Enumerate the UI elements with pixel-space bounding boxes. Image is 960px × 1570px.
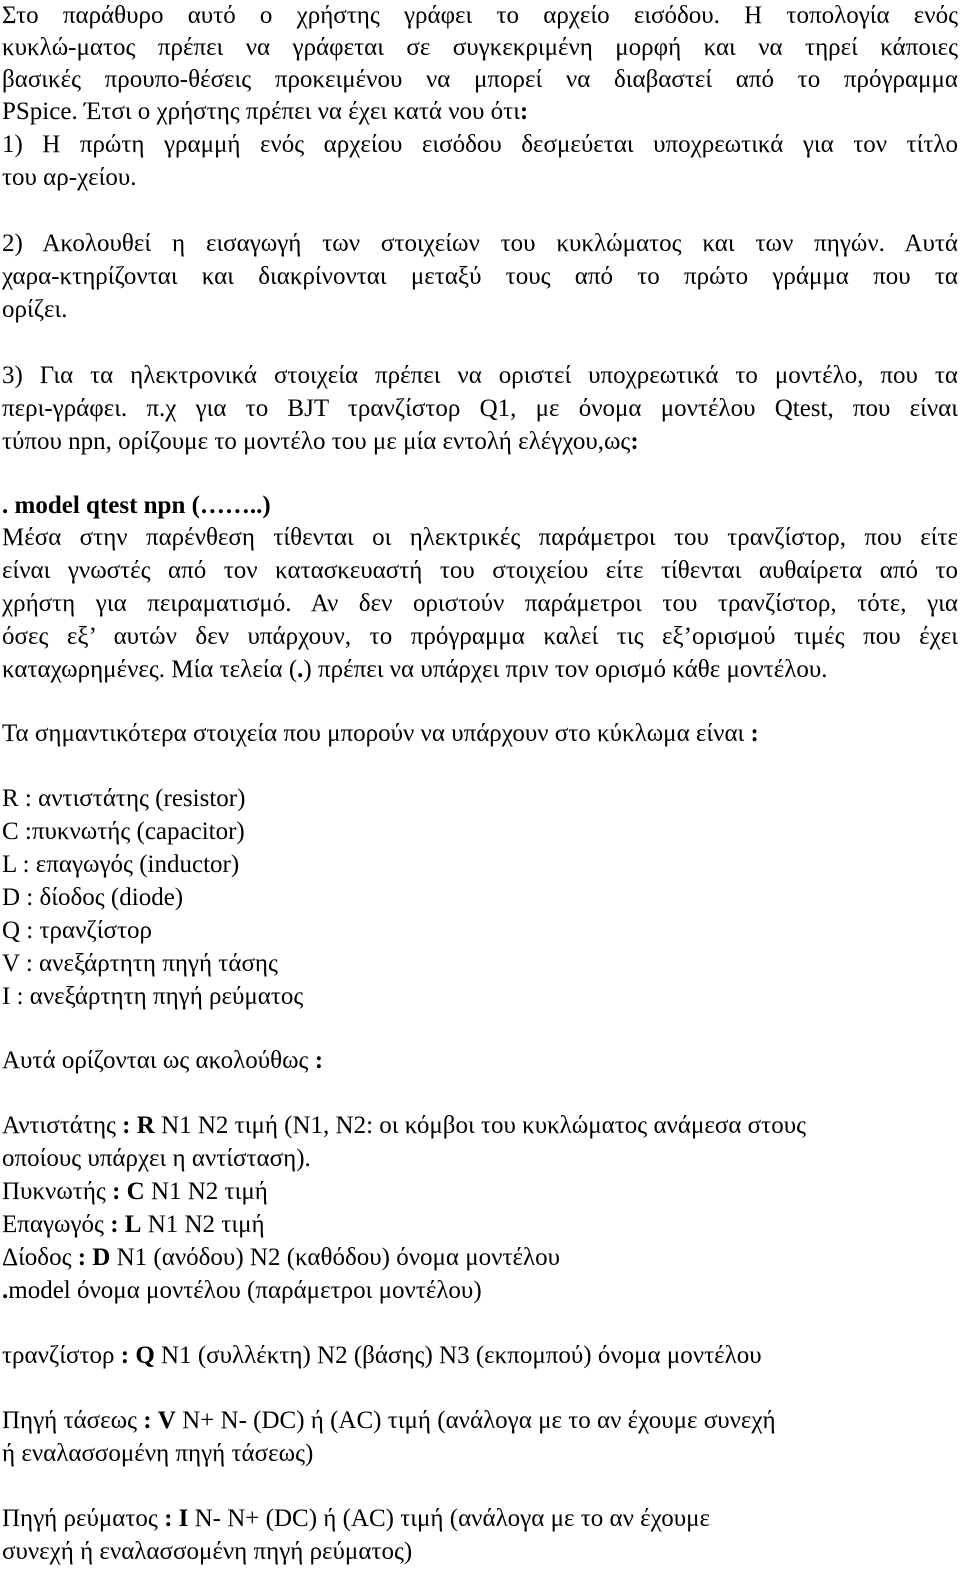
rule-1-line-1: 1) Η πρώτη γραμμή ενός αρχείου εισόδου δεσμεύεται υποχρεωτικά για τον τίτλο: [2, 131, 958, 158]
def-current-name: Πηγή ρεύματος: [2, 1505, 165, 1532]
rule-2-line-1: 2) Ακολουθεί η εισαγωγή των στοιχείων του κυκλώματος και των πηγών. Αυτά: [2, 230, 958, 257]
defined-heading-text: Αυτά ορίζονται ως ακολούθως: [2, 1047, 315, 1074]
def-transistor-symbol: : Q: [120, 1342, 155, 1369]
rule-3-line-3: [2, 426, 958, 458]
def-diode-syntax: Ν1 (ανόδου) Ν2 (καθόδου) όνομα μοντέλου: [110, 1244, 561, 1271]
def-transistor-syntax: Ν1 (συλλέκτη) Ν2 (βάσης) Ν3 (εκπομπού) όνομα μοντέλου: [154, 1342, 762, 1369]
def-resistor-symbol: : R: [122, 1112, 155, 1139]
intro-line-3: βασικές προυπο-θέσεις προκειμένου να μπορεί να διαβαστεί από το πρόγραμμα: [2, 66, 958, 93]
params-line-4: όσες εξ’ αυτών δεν υπάρχουν, το πρόγραμμα καλεί τις εξ’ορισμού τιμές που έχει: [2, 623, 958, 650]
def-capacitor-syntax: Ν1 Ν2 τιμή: [144, 1178, 268, 1205]
rule-3-colon: :: [630, 428, 639, 455]
rule-3-line-2: περι-γράφει. π.χ για το BJT τρανζίστορ Q1, με όνομα μοντέλου Qtest, που είναι: [2, 395, 958, 422]
params-dot: .: [297, 656, 304, 683]
intro-line-2: κυκλώ-ματος πρέπει να γράφεται σε συγκεκριμένη μορφή και να τηρεί κάποιες: [2, 34, 958, 61]
important-heading-text: Τα σημαντικότερα στοιχεία που μπορούν να υπάρχουν στο κύκλωμα είναι: [2, 720, 751, 747]
def-resistor-line-2: οποίους υπάρχει η αντίσταση).: [2, 1145, 311, 1172]
def-voltage-source: [2, 1405, 958, 1437]
params-line-5-b: ) πρέπει να υπάρχει πριν τον ορισμό κάθε μοντέλου.: [303, 656, 828, 683]
params-line-3: χρήστη για πειραματισμό. Αν δεν οριστούν παράμετροι του τρανζίστορ, τότε, για: [2, 590, 958, 617]
def-voltage-line-2: ή εναλασσομένη πηγή τάσεως): [2, 1440, 314, 1467]
def-capacitor-symbol: : C: [112, 1178, 145, 1205]
model-command: . model qtest npn (……..): [2, 492, 271, 519]
def-model-syntax: model όνομα μοντέλου (παράμετροι μοντέλου): [8, 1277, 482, 1304]
def-inductor: [2, 1209, 958, 1241]
def-transistor-name: τρανζίστορ: [2, 1342, 121, 1369]
defined-colon: :: [314, 1047, 324, 1074]
defined-heading: [2, 1045, 958, 1077]
def-voltage-name: Πηγή τάσεως: [2, 1407, 144, 1434]
def-diode-name: Δίοδος: [2, 1244, 78, 1271]
def-model-dot: .: [2, 1277, 9, 1304]
def-transistor: [2, 1340, 958, 1372]
rule-2-line-3: ορίζει.: [2, 296, 68, 323]
def-current-line-2: συνεχή ή εναλασσομένη πηγή ρεύματος): [2, 1538, 413, 1565]
params-line-5-a: καταχωρημένες. Μία τελεία (: [2, 656, 298, 683]
def-diode: [2, 1242, 958, 1274]
element-item: V : ανεξάρτητη πηγή τάσης: [2, 950, 278, 977]
def-voltage-symbol: : V: [143, 1407, 176, 1434]
rule-1-line-2: του αρ-χείου.: [2, 164, 137, 191]
def-current-syntax: Ν- Ν+ (DC) ή (AC) τιμή (ανάλογα με το αν έχουμε: [188, 1505, 711, 1532]
def-inductor-name: Επαγωγός: [2, 1211, 111, 1238]
def-inductor-symbol: : L: [110, 1211, 142, 1238]
rule-3-line-3-text: τύπου npn, ορίζουμε το μοντέλο του με μία εντολή ελέγχου,ως: [2, 428, 631, 455]
def-resistor: [2, 1110, 958, 1142]
intro-line-1: Στο παράθυρο αυτό ο χρήστης γράφει το αρχείο εισόδου. Η τοπολογία ενός: [2, 2, 958, 29]
def-resistor-syntax: Ν1 Ν2 τιμή (Ν1, Ν2: οι κόμβοι του κυκλώματος ανάμεσα στους: [154, 1112, 806, 1139]
def-model: [2, 1275, 958, 1307]
def-inductor-syntax: Ν1 Ν2 τιμή: [141, 1211, 265, 1238]
element-item: D : δίοδος (diode): [2, 884, 184, 911]
element-item: Q : τρανζίστορ: [2, 917, 152, 944]
intro-line-4-text: PSpice. Έτσι ο χρήστης πρέπει να έχει κατά νου ότι: [2, 98, 520, 125]
def-current-symbol: : I: [164, 1505, 189, 1532]
def-diode-symbol: : D: [77, 1244, 111, 1271]
rule-2-line-2: χαρα-κτηρίζονται και διακρίνονται μεταξύ τους από το πρώτο γράμμα που τα: [2, 263, 958, 290]
def-resistor-name: Αντιστάτης: [2, 1112, 123, 1139]
important-heading: [2, 718, 958, 750]
def-voltage-syntax: Ν+ Ν- (DC) ή (AC) τιμή (ανάλογα με το αν έχουμε συνεχή: [175, 1407, 776, 1434]
params-line-1: Μέσα στην παρένθεση τίθενται οι ηλεκτρικές παράμετροι του τρανζίστορ, που είτε: [2, 524, 958, 551]
def-capacitor: [2, 1176, 958, 1208]
rule-3-line-1: 3) Για τα ηλεκτρονικά στοιχεία πρέπει να οριστεί υποχρεωτικά το μοντέλο, που τα: [2, 362, 958, 389]
intro-line-4: [2, 96, 958, 128]
element-item: I : ανεξάρτητη πηγή ρεύματος: [2, 983, 304, 1010]
params-line-5: [2, 654, 958, 686]
def-capacitor-name: Πυκνωτής: [2, 1178, 113, 1205]
intro-colon: :: [519, 98, 529, 125]
def-current-source: [2, 1503, 958, 1535]
element-item: R : αντιστάτης (resistor): [2, 785, 246, 812]
important-colon: :: [750, 720, 759, 747]
element-item: L : επαγωγός (inductor): [2, 851, 240, 878]
params-line-2: είναι γνωστές από τον κατασκευαστή του στοιχείου είτε τίθενται αυθαίρετα από το: [2, 557, 958, 584]
element-item: C :πυκνωτής (capacitor): [2, 818, 245, 845]
